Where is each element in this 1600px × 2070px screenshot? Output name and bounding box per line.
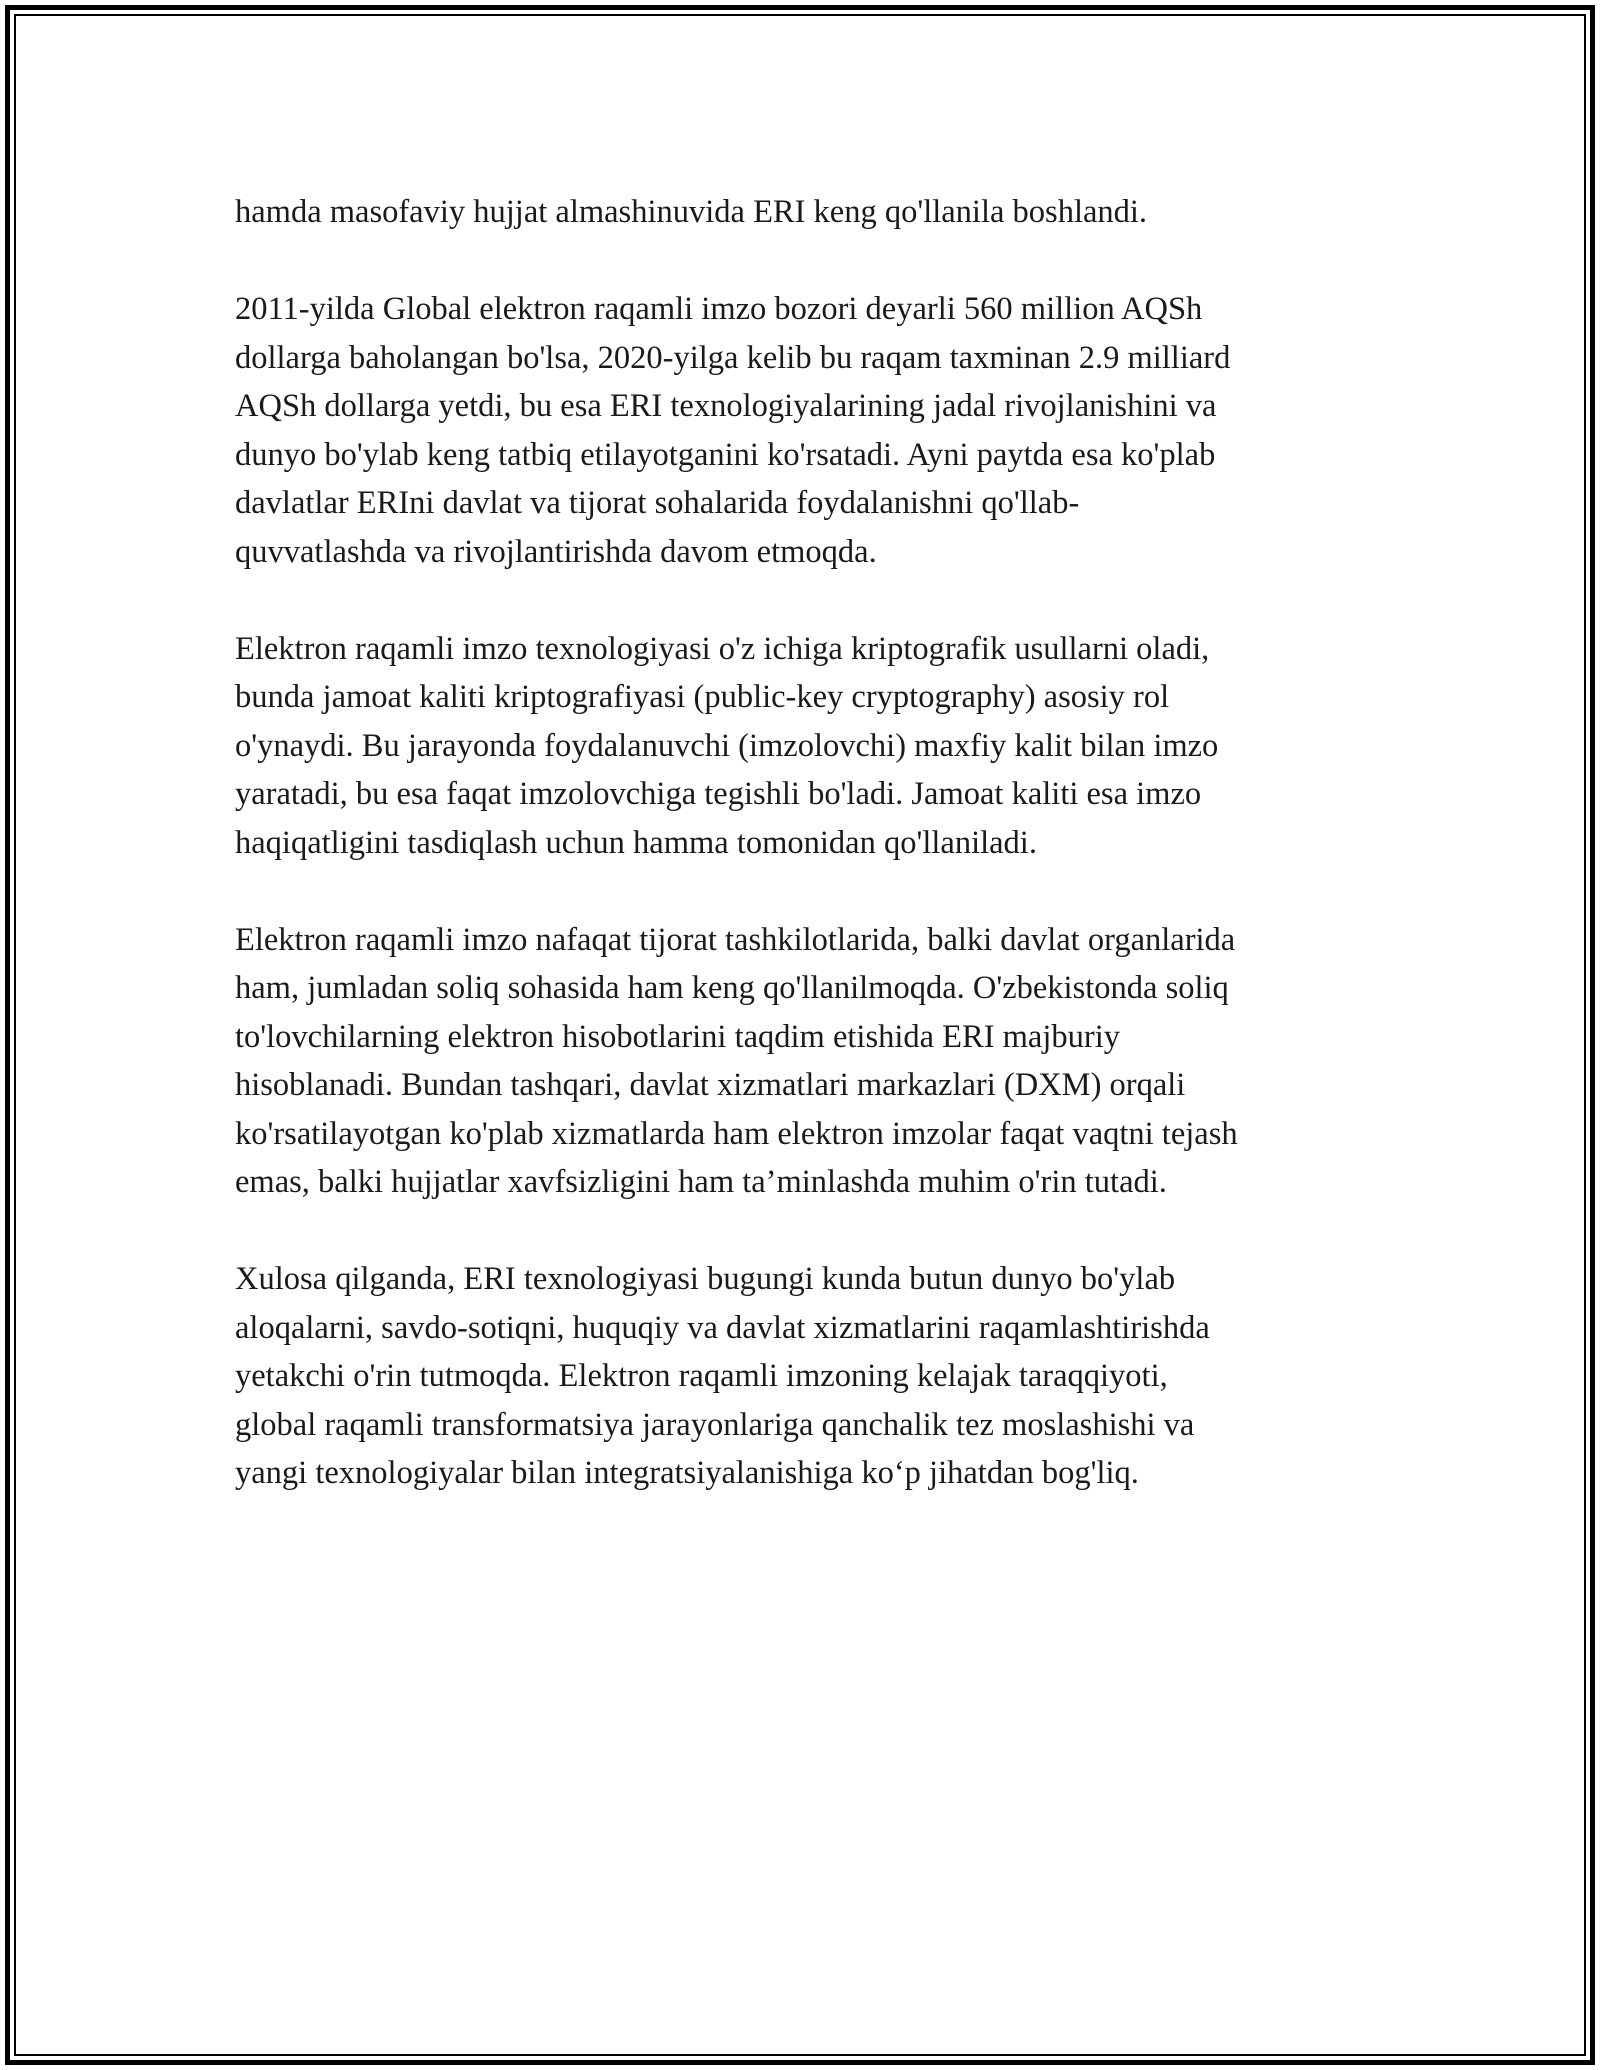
text-line: 2011-yilda Global elektron raqamli imzo bozori deyarli 560 million AQSh (235, 291, 1203, 327)
text-line: bunda jamoat kaliti kriptografiyasi (public-key cryptography) asosiy rol (235, 679, 1170, 715)
text-line: davlatlar ERIni davlat va tijorat sohalarida foydalanishni qo'llab- (235, 485, 1080, 521)
paragraph-2 (235, 285, 1375, 576)
text-line: Xulosa qilganda, ERI texnologiyasi bugungi kunda butun dunyo bo'ylab (235, 1261, 1176, 1297)
text-line: Elektron raqamli imzo nafaqat tijorat tashkilotlarida, balki davlat organlarida (235, 921, 1236, 958)
text-line: hamda masofaviy hujjat almashinuvida ERI keng qo'llanila boshlandi. (235, 194, 1148, 230)
text-line: yetakchi o'rin tutmoqda. Elektron raqamli imzoning kelajak taraqqiyoti, (235, 1358, 1168, 1394)
text-line: ham, jumladan soliq sohasida ham keng qo'llanilmoqda. O'zbekistonda soliq (235, 970, 1229, 1006)
text-line: quvvatlashda va rivojlantirishda davom etmoqda. (235, 533, 877, 570)
paragraph-5 (235, 1255, 1375, 1498)
text-line: aloqalarni, savdo-sotiqni, huquqiy va davlat xizmatlarini raqamlashtirishda (235, 1309, 1210, 1346)
text-line: haqiqatligini tasdiqlash uchun hamma tomonidan qo'llaniladi. (235, 824, 1037, 861)
paragraph-3 (235, 625, 1375, 868)
text-line: global raqamli transformatsiya jarayonlariga qanchalik tez moslashishi va (235, 1406, 1195, 1443)
paragraph-1 (235, 188, 1375, 237)
text-line: yangi texnologiyalar bilan integratsiyalanishiga ko‘p jihatdan bog'liq. (235, 1455, 1139, 1491)
text-line: dollarga baholangan bo'lsa, 2020-yilga kelib bu raqam taxminan 2.9 milliard (235, 339, 1231, 376)
text-line: ko'rsatilayotgan ko'plab xizmatlarda ham elektron imzolar faqat vaqtni tejash (235, 1115, 1238, 1152)
text-line: hisoblanadi. Bundan tashqari, davlat xizmatlari markazlari (DXM) orqali (235, 1067, 1186, 1103)
text-line: Elektron raqamli imzo texnologiyasi o'z ichiga kriptografik usullarni oladi, (235, 630, 1210, 667)
paragraph-4 (235, 916, 1375, 1207)
document-body (235, 188, 1375, 1546)
text-line: dunyo bo'ylab keng tatbiq etilayotganini ko'rsatadi. Ayni paytda esa ko'plab (235, 436, 1216, 473)
text-line: o'ynaydi. Bu jarayonda foydalanuvchi (imzolovchi) maxfiy kalit bilan imzo (235, 727, 1219, 764)
text-line: emas, balki hujjatlar xavfsizligini ham ta’minlashda muhim o'rin tutadi. (235, 1164, 1167, 1200)
text-line: yaratadi, bu esa faqat imzolovchiga tegishli bo'ladi. Jamoat kaliti esa imzo (235, 776, 1202, 812)
text-line: to'lovchilarning elektron hisobotlarini taqdim etishida ERI majburiy (235, 1018, 1120, 1055)
text-line: AQSh dollarga yetdi, bu esa ERI texnologiyalarining jadal rivojlanishini va (235, 388, 1217, 424)
